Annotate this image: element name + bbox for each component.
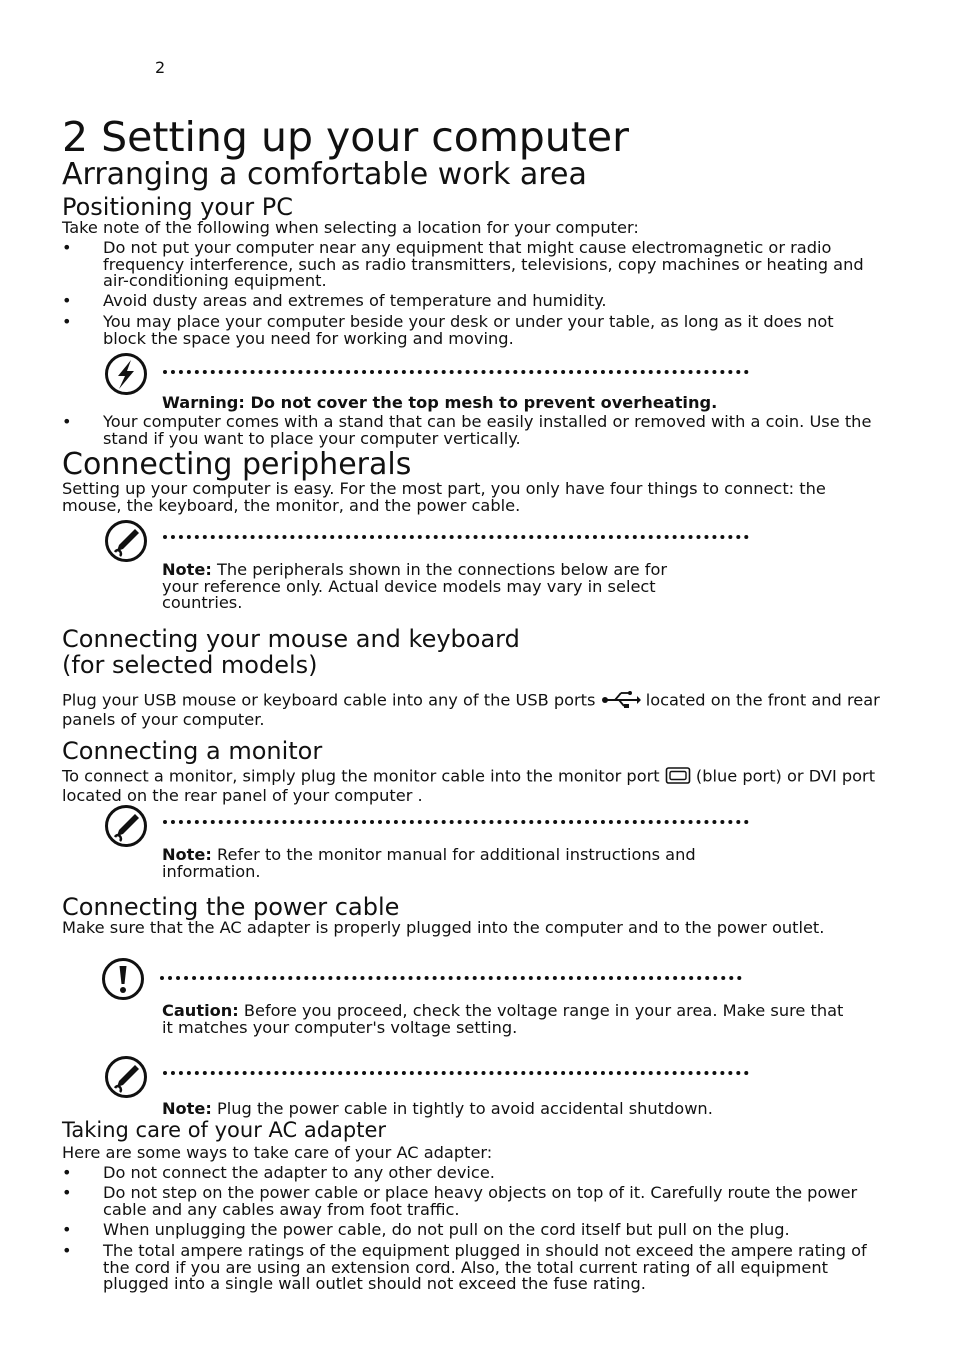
caution-power [162,1003,852,1036]
bullet-glyph: • [62,1183,72,1202]
mouse-keyboard-text-before: Plug your USB mouse or keyboard cable into any of the USB ports [62,690,601,710]
note-text: Refer to the monitor manual for additional instructions and information. [162,845,696,881]
subheading-positioning: Positioning your PC [62,193,294,221]
list-item-text: When unplugging the power cable, do not pull on the cord itself but pull on the plug. [103,1220,790,1239]
note-label: Note: [162,560,212,579]
monitor-port-icon [665,766,691,788]
warning-label: Warning: Do not cover the top mesh to prevent overheating. [162,393,718,412]
usb-icon [601,690,641,712]
bullet-glyph: • [62,291,72,310]
bullet-glyph: • [62,1163,72,1182]
list-item-text: Do not put your computer near any equipment that might cause electromagnetic or radio frequency interference, such as radio transmitters, televisions, copy machines or heating and air-conditioning equipment. [103,238,864,290]
section-heading-peripherals: Connecting peripherals [62,447,412,482]
subheading-power-cable: Connecting the power cable [62,893,400,921]
monitor-text-after: (blue port) or DVI port located on the rear panel of your computer . [62,766,876,805]
caution-text: Before you proceed, check the voltage range in your area. Make sure that it matches your computer's voltage setting. [162,1001,844,1037]
callout-divider [163,1071,749,1075]
exclamation-caution-icon [101,957,145,1001]
note-power [162,1101,862,1118]
list-item-text: Your computer comes with a stand that can be easily installed or removed with a coin. Use the stand if you want to place your computer vertically. [103,412,872,448]
note-text: Plug the power cable in tightly to avoid accidental shutdown. [211,1099,713,1118]
peripherals-intro: Setting up your computer is easy. For the most part, you only have four things to connect: the mouse, the keyboard, the monitor, and the power cable. [62,479,826,515]
power-cable-text: Make sure that the AC adapter is properly plugged into the computer and to the power outlet. [62,918,825,937]
note-label: Note: [162,1099,212,1118]
caution-label: Caution: [162,1001,239,1020]
subheading-monitor: Connecting a monitor [62,737,323,765]
lightning-warning-icon [104,352,148,396]
callout-divider [160,976,742,980]
bullet-glyph: • [62,1241,72,1260]
subheading-ac-adapter: Taking care of your AC adapter [62,1118,387,1142]
mouse-keyboard-text [62,690,882,728]
note-pen-icon [104,804,148,848]
list-item-text: You may place your computer beside your desk or under your table, as long as it does not block the space you need for working and moving. [103,312,834,348]
callout-divider [163,370,749,374]
adapter-intro: Here are some ways to take care of your AC adapter: [62,1143,493,1162]
warning-text [162,395,862,412]
positioning-intro: Take note of the following when selecting a location for your computer: [62,218,639,237]
mouse-keyboard-text-after: located on the front and rear panels of your computer. [62,690,880,729]
bullet-glyph: • [62,412,72,431]
note-text: The peripherals shown in the connections below are for your reference only. Actual device models may vary in select countries. [162,560,668,612]
page-number: 2 [155,58,166,77]
bullet-glyph: • [62,312,72,331]
list-item-text: Do not step on the power cable or place heavy objects on top of it. Carefully route the power cable and any cables away from foot traffic. [103,1183,858,1219]
note-pen-icon [104,519,148,563]
list-item-text: Avoid dusty areas and extremes of temperature and humidity. [103,291,607,310]
subheading-mouse-keyboard-models: (for selected models) [62,651,318,679]
note-monitor [162,847,697,880]
chapter-title: 2 Setting up your computer [62,113,629,161]
list-item-text: The total ampere ratings of the equipment plugged in should not exceed the ampere rating of the cord if you are using an extension cord. Also, the total current rating of all equipment plugged into a single wall outlet should not exceed the fuse rating. [103,1241,867,1293]
bullet-glyph: • [62,238,72,257]
monitor-text [62,766,882,804]
section-heading-arranging: Arranging a comfortable work area [62,157,587,192]
bullet-glyph: • [62,1220,72,1239]
callout-divider [163,820,749,824]
note-label: Note: [162,845,212,864]
note-pen-icon [104,1055,148,1099]
monitor-text-before: To connect a monitor, simply plug the monitor cable into the monitor port [62,766,665,786]
callout-divider [163,535,749,539]
list-item-text: Do not connect the adapter to any other device. [103,1163,495,1182]
note-peripherals [162,562,667,612]
subheading-mouse-keyboard: Connecting your mouse and keyboard [62,625,520,653]
